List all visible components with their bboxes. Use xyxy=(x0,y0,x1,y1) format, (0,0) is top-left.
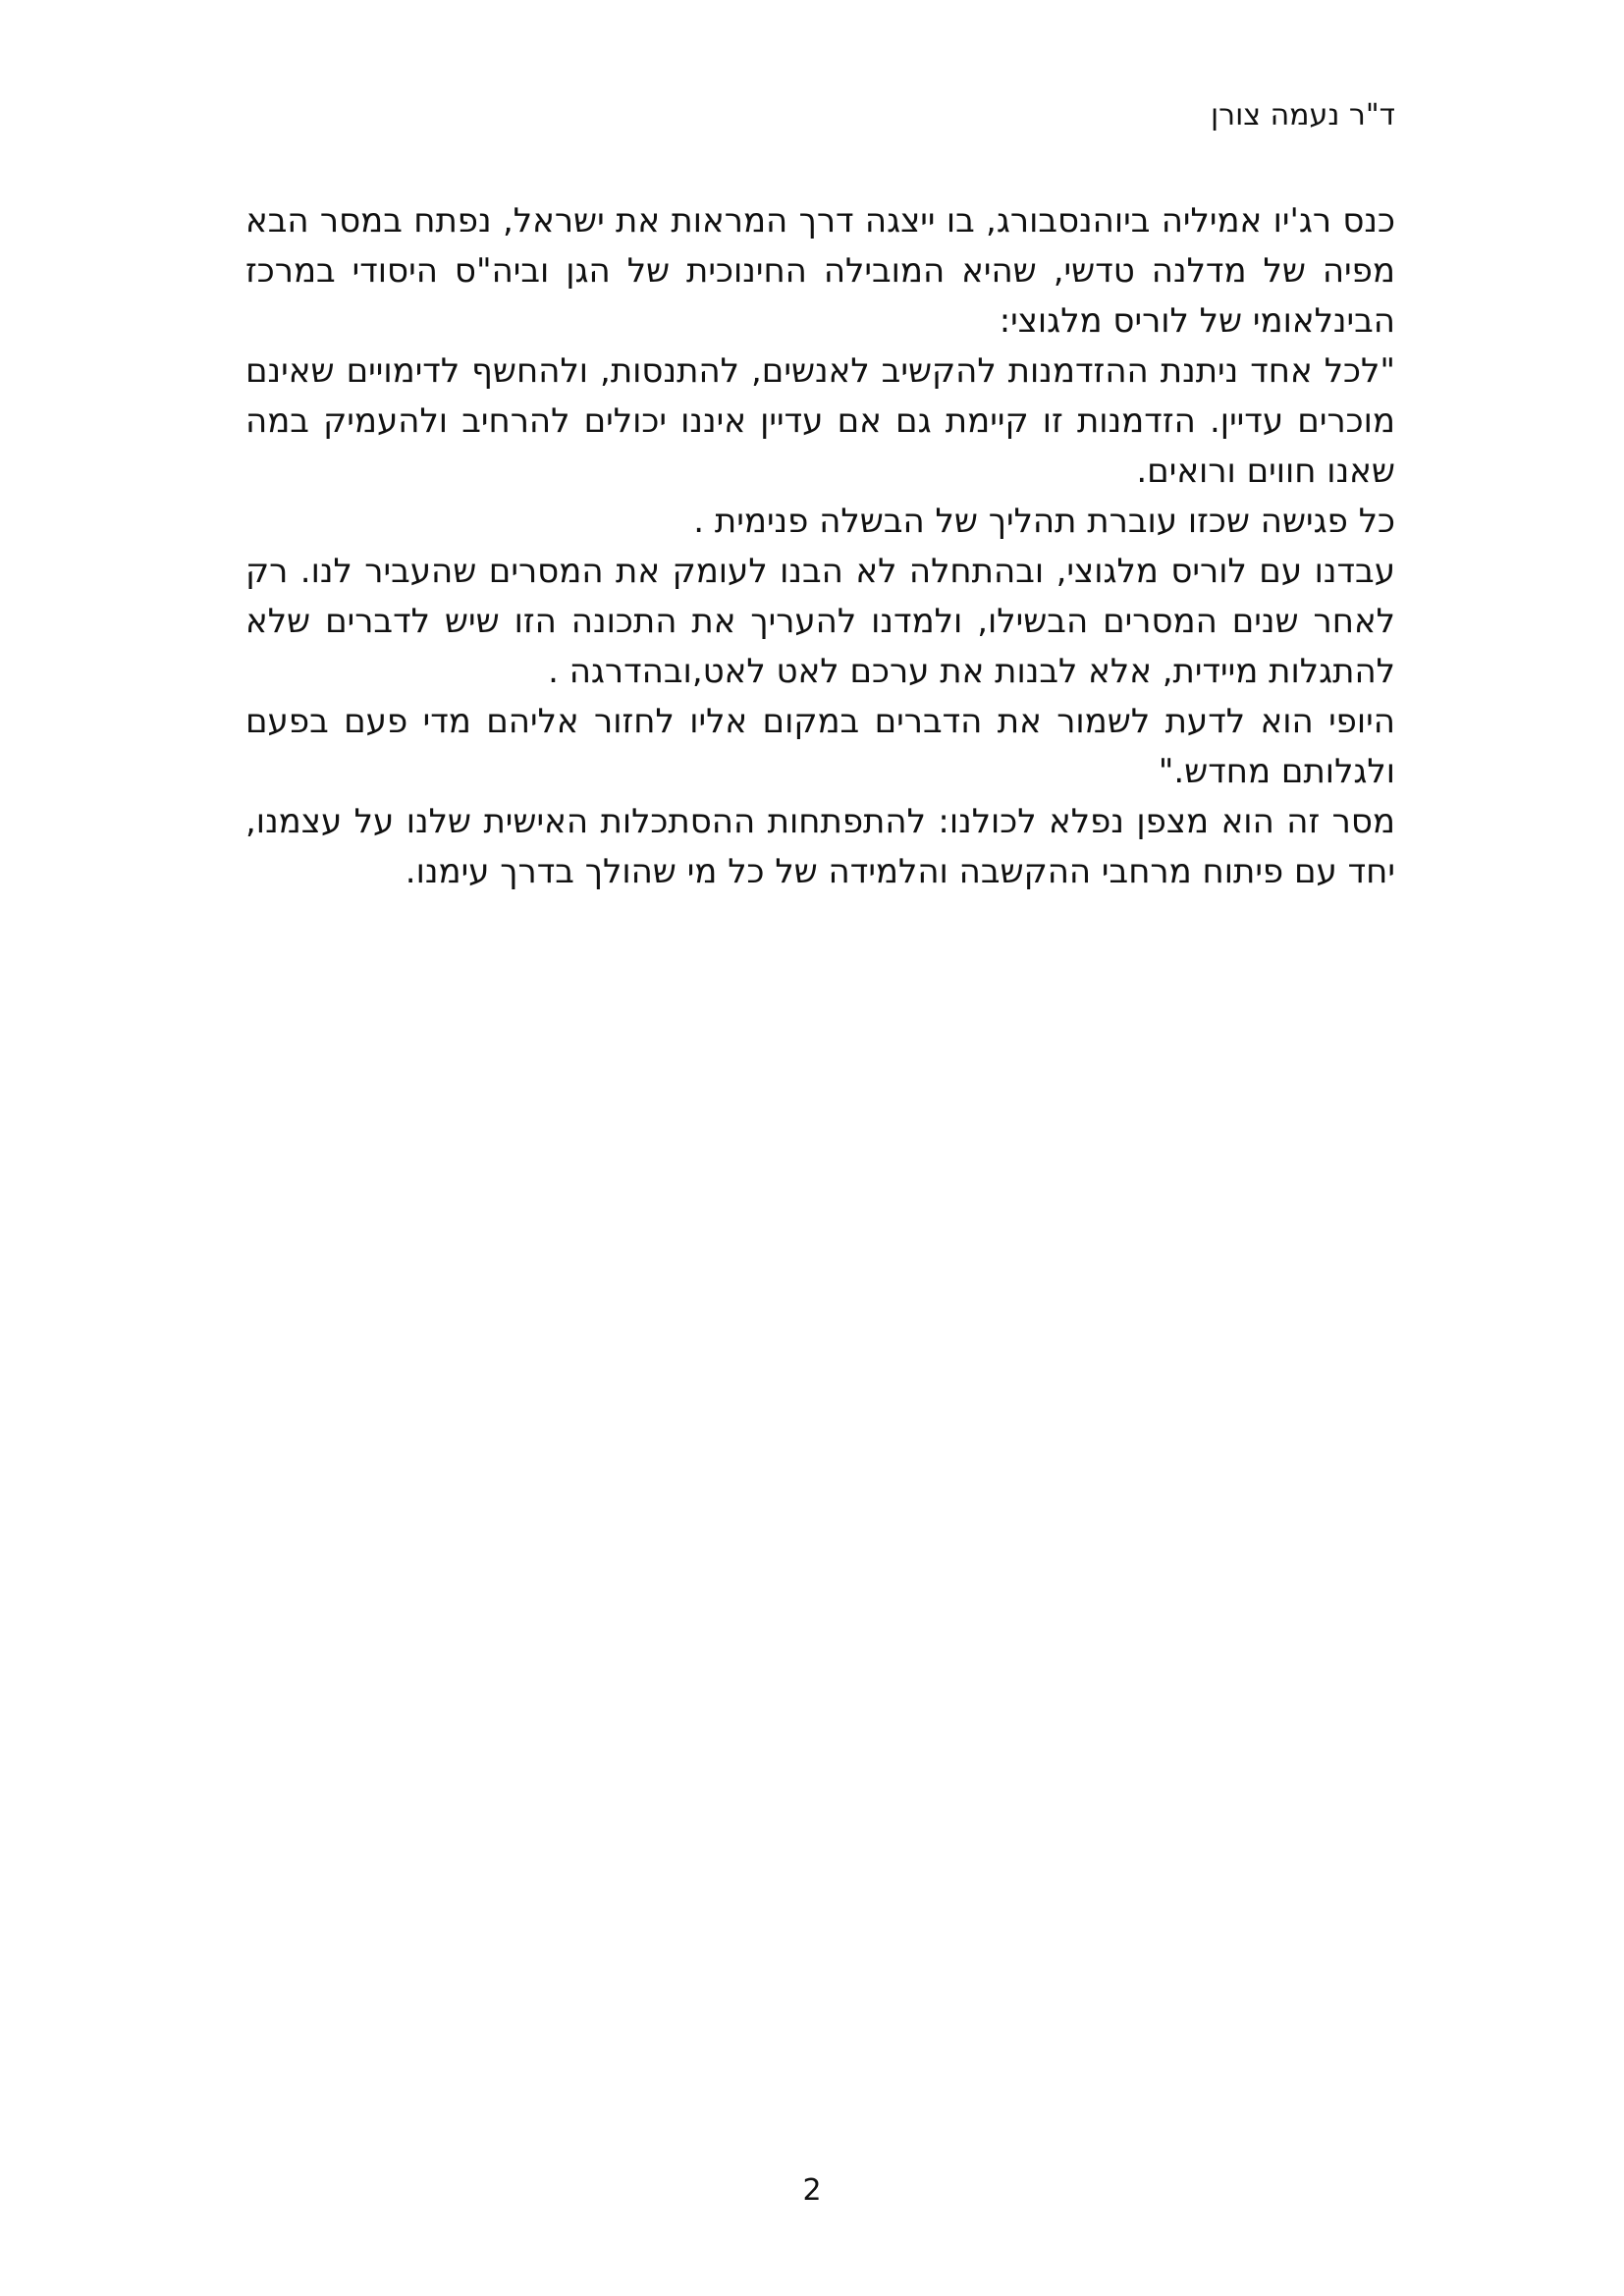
paragraph-conference-intro: כנס רג'יו אמיליה ביוהנסבורג, בו ייצגה דרך המראות את ישראל, נפתח במסר הבא מפיה של מדלנה טדשי, שהיא המובילה החינוכית של הגן וביה"ס היסודי במרכז הבינלאומי של לוריס מלגוצי: xyxy=(245,201,1395,341)
body-text xyxy=(245,196,1395,897)
page-number: 2 xyxy=(802,2173,822,2208)
paragraph-beauty: היופי הוא לדעת לשמור את הדברים במקום אליו לחזור אליהם מדי פעם בפעם ולגלותם מחדש." xyxy=(245,702,1395,791)
paragraph-compass-message: מסר זה הוא מצפן נפלא לכולנו: להתפתחות ההסתכלות האישית שלנו על עצמנו, יחד עם פיתוח מרחבי ההקשבה והלמידה של כל מי שהולך בדרך עימנו. xyxy=(245,802,1395,891)
paragraph-working-with-malaguzzi: עבדנו עם לוריס מלגוצי, ובהתחלה לא הבנו לעומק את המסרים שהעביר לנו. רק לאחר שנים המסרים הבשילו, ולמדנו להעריך את התכונה הזו שיש לדברים שלא להתגלות מיידית, אלא לבנות את ערכם לאט לאט,ובהדרגה . xyxy=(245,552,1395,691)
paragraph-quote-opportunity: "לכל אחד ניתנת ההזדמנות להקשיב לאנשים, להתנסות, ולהחשף לדימויים שאינם מוכרים עדיין. הזדמנות זו קיימת גם אם עדיין איננו יכולים להרחיב ולהעמיק במה שאנו חווים ורואים. xyxy=(245,351,1395,491)
paragraph-inner-ripening: כל פגישה שכזו עוברת תהליך של הבשלה פנימית . xyxy=(693,502,1395,541)
header-author-name: ד"ר נעמה צורן xyxy=(1210,98,1395,133)
